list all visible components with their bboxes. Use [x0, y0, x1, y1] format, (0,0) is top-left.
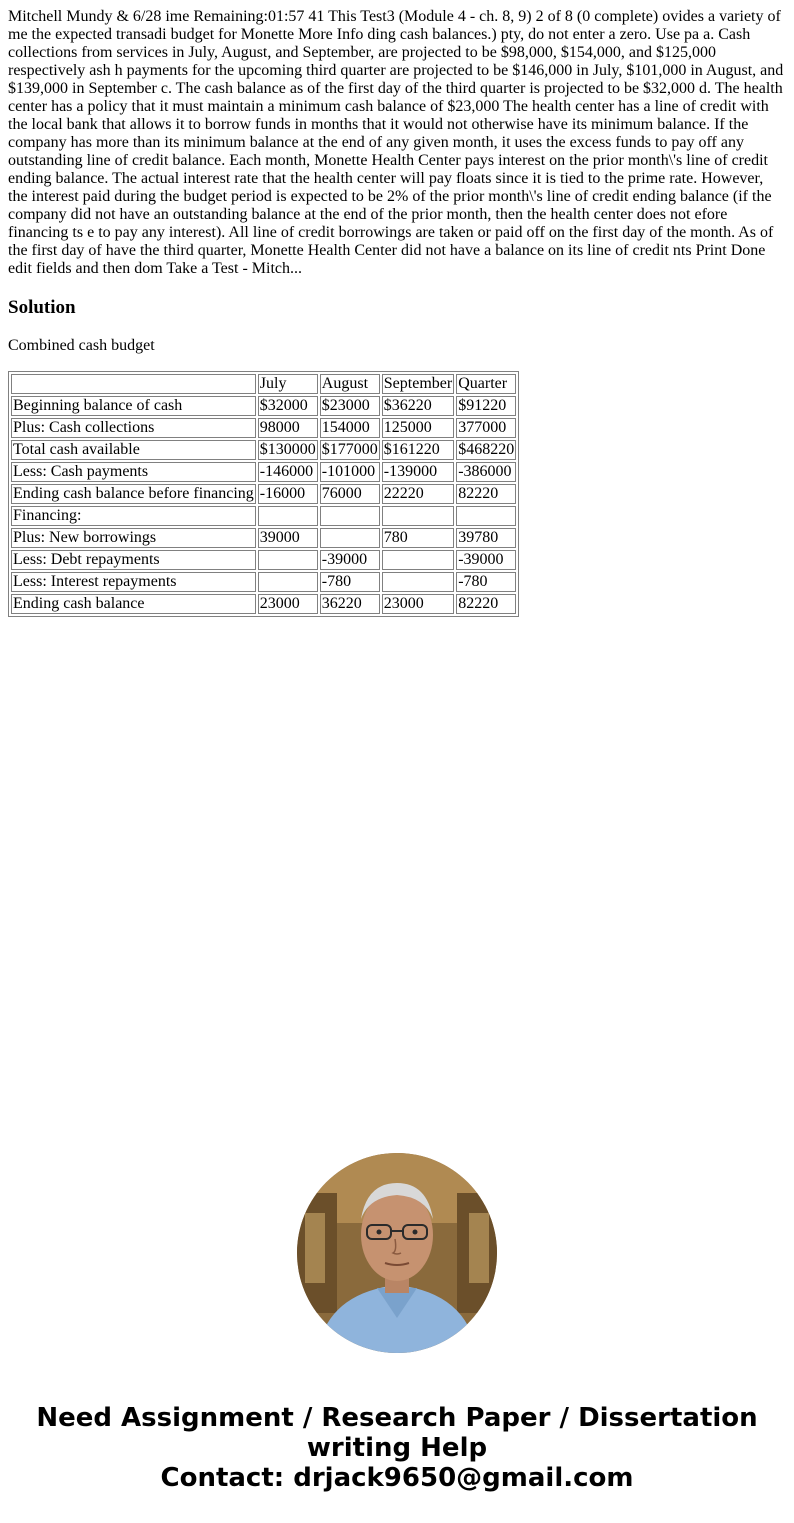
header-cell: September [383, 375, 453, 392]
row-label: Plus: Cash collections [11, 418, 256, 438]
table-cell: $161220 [382, 440, 454, 460]
cash-budget-table [8, 371, 519, 617]
table-cell [456, 506, 516, 526]
header-cell: August [320, 374, 380, 394]
table-header-row [11, 374, 516, 394]
table-cell: -16000 [258, 484, 318, 504]
table-cell: 82220 [456, 484, 516, 504]
promo-banner [0, 1403, 794, 1493]
table-cell: 154000 [320, 418, 380, 438]
header-cell [11, 374, 256, 394]
table-cell: $130000 [259, 441, 316, 458]
table-cell: 23000 [382, 594, 454, 614]
table-cell [320, 528, 380, 548]
author-avatar [297, 1153, 497, 1353]
table-row [11, 572, 516, 592]
table-cell: $468220 [458, 441, 515, 458]
avatar-portrait-image [297, 1153, 497, 1353]
table-cell: -39000 [456, 550, 516, 570]
table-row [11, 484, 516, 504]
table-cell: -139000 [382, 462, 454, 482]
table-cell: $23000 [320, 396, 380, 416]
table-cell: -386000 [456, 462, 516, 482]
table-cell: $177000 [321, 441, 378, 458]
table-cell: 39780 [456, 528, 516, 548]
table-row [11, 462, 516, 482]
table-cell: 98000 [258, 418, 318, 438]
row-label: Less: Debt repayments [11, 550, 256, 570]
table-row [11, 418, 516, 438]
solution-subheading: Combined cash budget [8, 337, 155, 354]
table-cell: 39000 [258, 528, 318, 548]
header-cell: Quarter [456, 374, 516, 394]
row-label: Total cash available [11, 440, 256, 460]
table-cell [258, 572, 318, 592]
row-label: Ending cash balance before financing [13, 485, 254, 502]
table-cell: -146000 [258, 462, 318, 482]
row-label: Beginning balance of cash [11, 396, 256, 416]
table-cell: 377000 [456, 418, 516, 438]
row-label: Financing: [11, 506, 256, 526]
table-cell: 125000 [382, 418, 454, 438]
table-cell: 36220 [320, 594, 380, 614]
table-cell: $36220 [382, 396, 454, 416]
table-row [11, 594, 516, 614]
table-cell: -780 [456, 572, 516, 592]
table-cell: -780 [320, 572, 380, 592]
table-cell: 82220 [456, 594, 516, 614]
row-label: Plus: New borrowings [11, 528, 256, 548]
table-row [11, 440, 516, 460]
promo-contact: Contact: drjack9650@gmail.com [160, 1463, 634, 1493]
table-row [11, 506, 516, 526]
table-cell [382, 550, 454, 570]
table-cell [320, 506, 380, 526]
question-text: Mitchell Mundy & 6/28 ime Remaining:01:57 41 This Test3 (Module 4 - ch. 8, 9) 2 of 8 (0 complete) ovides a variety of me the expected transadi budget for Monette More Info ding cash balances.) pty, do not enter a zero. Use pa a. Cash collections from services in July, August, and September, are projected to be $98,000, $154,000, and $125,000 respectively ash h payments for the upcoming third quarter are projected to be $146,000 in July, $101,000 in August, and $139,000 in September c. The cash balance as of the first day of the third quarter is projected to be $32,000 d. The health center has a policy that it must maintain a minimum cash balance of $23,000 The health center has a line of credit with the local bank that allows it to borrow funds in months that it would not otherwise have its minimum balance. If the company has more than its minimum balance at the end of any given month, it uses the excess funds to pay off any outstanding line of credit balance. Each month, Monette Health Center pays interest on the prior month\'s line of credit ending balance. The actual interest rate that the health center will pay floats since it is tied to the prime rate. However, the interest paid during the budget period is expected to be 2% of the prior month\'s line of credit ending balance (if the company did not have an outstanding balance at the end of the prior month, then the health center does not efore financing ts e to pay any interest). All line of credit borrowings are taken or paid off on the first day of the month. As of the first day of have the third quarter, Monette Health Center did not have a balance on its line of credit nts Print Done edit fields and then dom Take a Test - Mitch... [8, 8, 784, 277]
solution-heading: Solution [8, 297, 76, 318]
table-cell: -101000 [320, 462, 380, 482]
table-cell: 780 [382, 528, 454, 548]
table-cell [258, 506, 318, 526]
table-cell: $32000 [258, 396, 318, 416]
table-row [11, 550, 516, 570]
header-cell: July [258, 374, 318, 394]
table-cell [258, 550, 318, 570]
promo-line: Need Assignment / Research Paper / Dissertation [36, 1403, 758, 1433]
row-label: Less: Cash payments [11, 462, 256, 482]
table-cell [382, 572, 454, 592]
table-cell: 76000 [320, 484, 380, 504]
table-cell [382, 506, 454, 526]
table-row [11, 396, 516, 416]
table-cell: 23000 [258, 594, 318, 614]
table-cell: $91220 [456, 396, 516, 416]
row-label: Ending cash balance [11, 594, 256, 614]
table-row [11, 528, 516, 548]
table-cell: -39000 [320, 550, 380, 570]
table-cell: 22220 [382, 484, 454, 504]
row-label: Less: Interest repayments [11, 572, 256, 592]
promo-line: writing Help [306, 1433, 488, 1463]
